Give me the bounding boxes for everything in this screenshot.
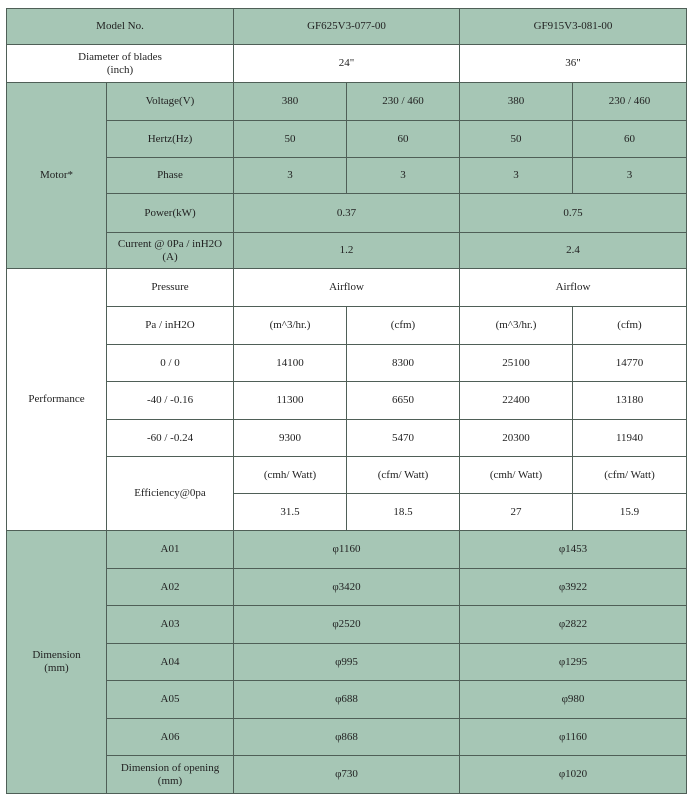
voltage-value: 380 (460, 83, 573, 121)
efficiency-unit: (cfm/ Watt) (347, 457, 460, 494)
diameter-value-1: 24" (234, 45, 460, 83)
dimension-value-2: φ1160 (460, 719, 687, 756)
dimension-value-2: φ980 (460, 681, 687, 719)
dimension-label: A06 (107, 719, 234, 756)
airflow-value: 11300 (234, 382, 347, 420)
airflow-row (7, 345, 687, 382)
unit-cell: (m^3/hr.) (460, 307, 573, 345)
dimension-row (7, 756, 687, 794)
unit-cell: (m^3/hr.) (234, 307, 347, 345)
dimension-value-2: φ1295 (460, 644, 687, 681)
airflow-value: 9300 (234, 420, 347, 457)
efficiency-value: 31.5 (234, 494, 347, 531)
unit-cell: (cfm) (573, 307, 687, 345)
hertz-label: Hertz(Hz) (107, 121, 234, 158)
dimension-row (7, 569, 687, 606)
phase-value: 3 (234, 158, 347, 194)
dimension-value-1: φ1160 (234, 531, 460, 569)
dimension-value-2: φ1453 (460, 531, 687, 569)
airflow-row (7, 382, 687, 420)
dimension-value-2: φ2822 (460, 606, 687, 644)
airflow-value: 13180 (573, 382, 687, 420)
airflow-label-2: Airflow (460, 269, 687, 307)
efficiency-value: 15.9 (573, 494, 687, 531)
dimension-label: A01 (107, 531, 234, 569)
fan-spec-table (6, 8, 687, 794)
airflow-value: 14100 (234, 345, 347, 382)
model-1: GF625V3-077-00 (234, 9, 460, 45)
dimension-value-2: φ1020 (460, 756, 687, 794)
power-label: Power(kW) (107, 194, 234, 233)
diameter-row (7, 45, 687, 83)
hertz-value: 50 (460, 121, 573, 158)
dimension-value-1: φ688 (234, 681, 460, 719)
hertz-row (7, 121, 687, 158)
hertz-value: 60 (573, 121, 687, 158)
efficiency-unit: (cfm/ Watt) (573, 457, 687, 494)
diameter-label: Diameter of blades (inch) (7, 45, 234, 83)
current-row (7, 233, 687, 269)
phase-value: 3 (347, 158, 460, 194)
power-row (7, 194, 687, 233)
pressure-row (7, 269, 687, 307)
dimension-label: Dimension of opening (mm) (107, 756, 234, 794)
airflow-value: 11940 (573, 420, 687, 457)
phase-label: Phase (107, 158, 234, 194)
dimension-value-1: φ995 (234, 644, 460, 681)
airflow-row (7, 420, 687, 457)
units-label: Pa / inH2O (107, 307, 234, 345)
airflow-value: 22400 (460, 382, 573, 420)
efficiency-unit: (cmh/ Watt) (234, 457, 347, 494)
pressure-label: Pressure (107, 269, 234, 307)
efficiency-units-row (7, 457, 687, 494)
dimension-label: A04 (107, 644, 234, 681)
hertz-value: 50 (234, 121, 347, 158)
efficiency-label: Efficiency@0pa (107, 457, 234, 531)
model-label: Model No. (7, 9, 234, 45)
dimension-row (7, 531, 687, 569)
current-value-2: 2.4 (460, 233, 687, 269)
dimension-label: A02 (107, 569, 234, 606)
performance-group-label: Performance (7, 269, 107, 531)
pressure-value: 0 / 0 (107, 345, 234, 382)
efficiency-unit: (cmh/ Watt) (460, 457, 573, 494)
airflow-value: 5470 (347, 420, 460, 457)
diameter-value-2: 36" (460, 45, 687, 83)
unit-cell: (cfm) (347, 307, 460, 345)
efficiency-value: 27 (460, 494, 573, 531)
dimension-row (7, 681, 687, 719)
voltage-value: 380 (234, 83, 347, 121)
dimension-group-label: Dimension (mm) (7, 531, 107, 794)
voltage-label: Voltage(V) (107, 83, 234, 121)
dimension-label: A05 (107, 681, 234, 719)
dimension-label: A03 (107, 606, 234, 644)
dimension-value-2: φ3922 (460, 569, 687, 606)
dimension-value-1: φ868 (234, 719, 460, 756)
airflow-value: 6650 (347, 382, 460, 420)
current-value-1: 1.2 (234, 233, 460, 269)
pressure-value: -60 / -0.24 (107, 420, 234, 457)
motor-group-label: Motor* (7, 83, 107, 269)
airflow-value: 14770 (573, 345, 687, 382)
airflow-value: 25100 (460, 345, 573, 382)
current-label: Current @ 0Pa / inH2O (A) (107, 233, 234, 269)
phase-value: 3 (460, 158, 573, 194)
power-value-1: 0.37 (234, 194, 460, 233)
model-2: GF915V3-081-00 (460, 9, 687, 45)
phase-row (7, 158, 687, 194)
voltage-value: 230 / 460 (347, 83, 460, 121)
dimension-row (7, 644, 687, 681)
pressure-value: -40 / -0.16 (107, 382, 234, 420)
power-value-2: 0.75 (460, 194, 687, 233)
voltage-row (7, 83, 687, 121)
header-row (7, 9, 687, 45)
dimension-row (7, 606, 687, 644)
airflow-label-1: Airflow (234, 269, 460, 307)
airflow-value: 20300 (460, 420, 573, 457)
dimension-row (7, 719, 687, 756)
phase-value: 3 (573, 158, 687, 194)
voltage-value: 230 / 460 (573, 83, 687, 121)
airflow-value: 8300 (347, 345, 460, 382)
dimension-value-1: φ3420 (234, 569, 460, 606)
dimension-value-1: φ2520 (234, 606, 460, 644)
units-row (7, 307, 687, 345)
hertz-value: 60 (347, 121, 460, 158)
efficiency-value: 18.5 (347, 494, 460, 531)
dimension-value-1: φ730 (234, 756, 460, 794)
